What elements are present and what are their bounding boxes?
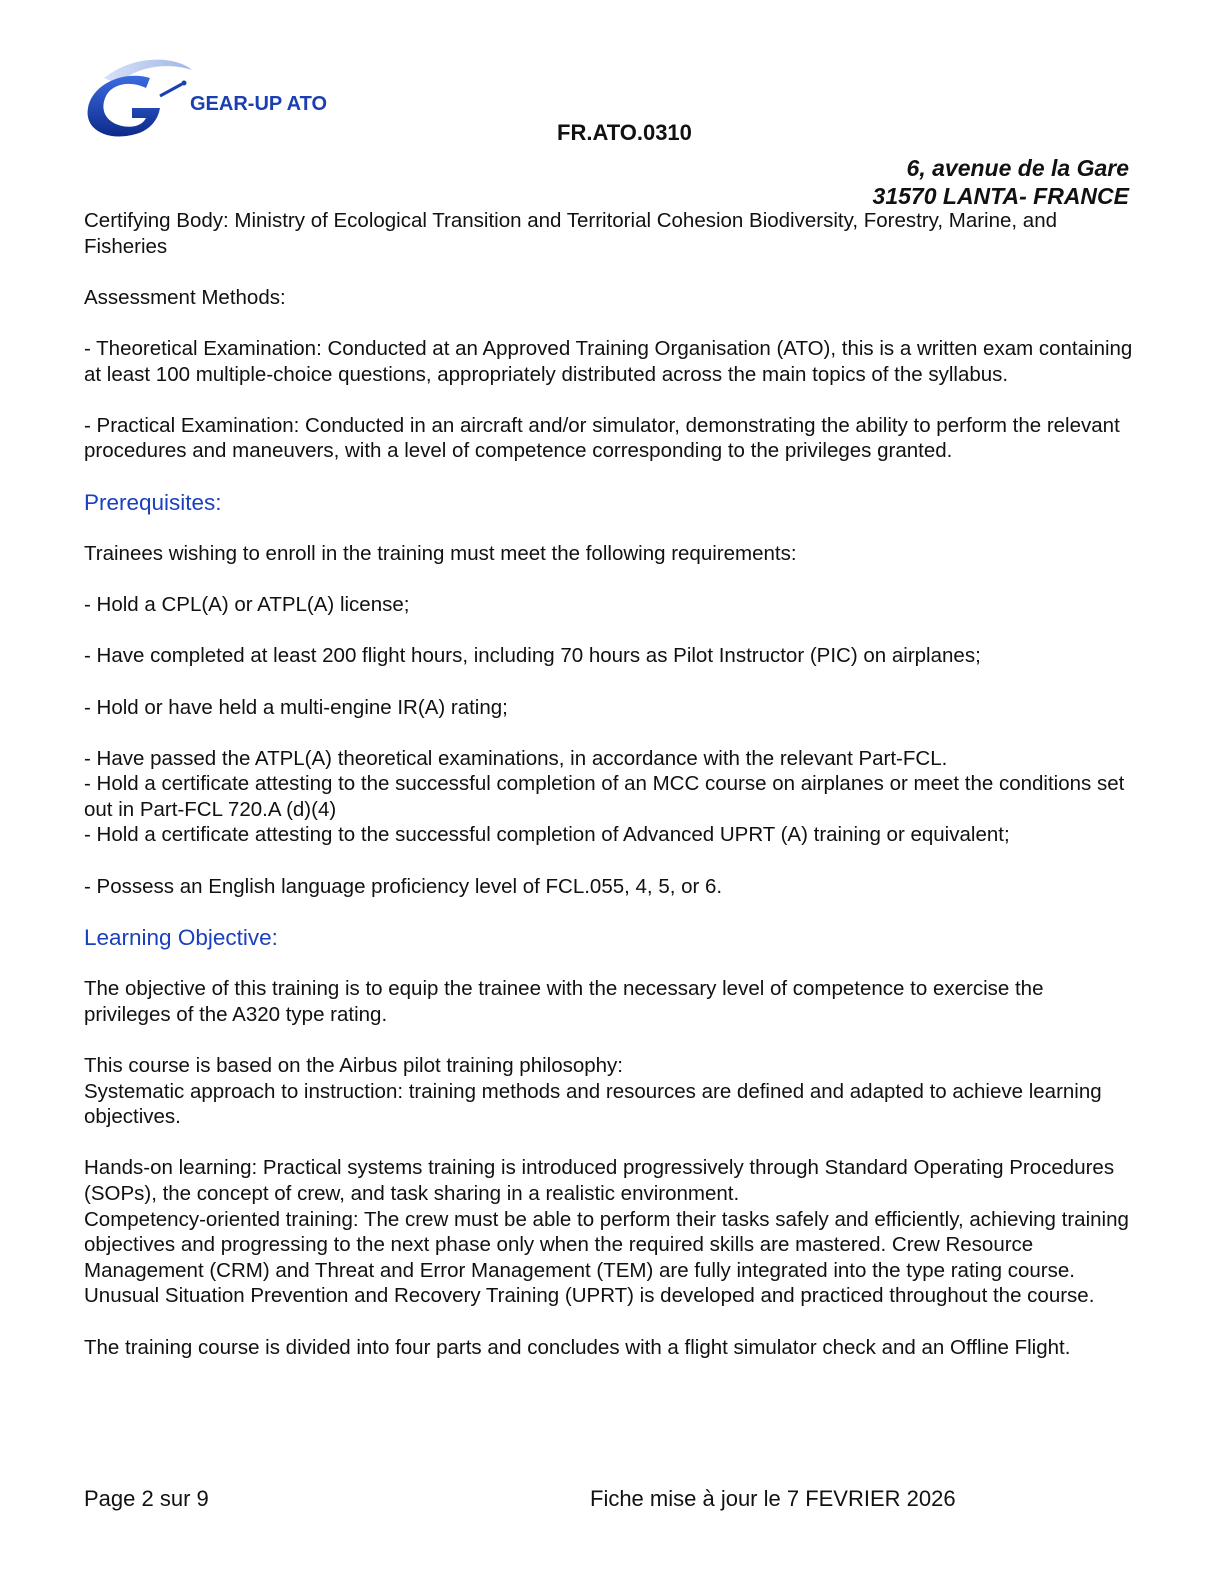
address [873, 154, 1129, 210]
prereq-item: - Have completed at least 200 flight hours, including 70 hours as Pilot Instructor (PIC) on airplanes; [84, 644, 981, 668]
update-date: Fiche mise à jour le 7 FEVRIER 2026 [590, 1486, 956, 1511]
prereq-item: - Hold a certificate attesting to the successful completion of Advanced UPRT (A) training or equivalent; [84, 823, 1010, 847]
prereq-item: - Hold or have held a multi-engine IR(A) rating; [84, 695, 508, 719]
page-number: Page 2 sur 9 [84, 1486, 209, 1511]
learning-paragraph: The training course is divided into four parts and concludes with a flight simulator check and an Offline Flight. [84, 1335, 1071, 1359]
prereq-item: - Hold a CPL(A) or ATPL(A) license; [84, 593, 410, 617]
prerequisites-intro: Trainees wishing to enroll in the training must meet the following requirements: [84, 541, 797, 565]
learning-paragraph: The objective of this training is to equip the trainee with the necessary level of competence to exercise the privileges of the A320 type rating. [84, 977, 1044, 1026]
learning-paragraph: Competency-oriented training: The crew must be able to perform their tasks safely and efficiently, achieving training objectives and progressing to the next phase only when the required skills are mastered. Crew Resource Management (CRM) and Threat and Error Management (TEM) are fully integrated into the type rating course. Unusual Situation Prevention and Recovery Training (UPRT) is developed and practiced throughout the course. [84, 1207, 1129, 1308]
assessment-practical: - Practical Examination: Conducted in an aircraft and/or simulator, demonstrating the ability to perform the relevant procedures and maneuvers, with a level of competence corresponding to the privileges granted. [84, 413, 1120, 463]
logo-g-icon [88, 76, 160, 137]
gear-up-logo [84, 56, 344, 140]
learning-paragraph: This course is based on the Airbus pilot training philosophy: [84, 1054, 624, 1078]
address-line-1: 6, avenue de la Gare [906, 155, 1129, 181]
ato-number: FR.ATO.0310 [557, 120, 692, 145]
learning-paragraph: Systematic approach to instruction: training methods and resources are defined and adapted to achieve learning objectives. [84, 1079, 1102, 1129]
learning-paragraph: Hands-on learning: Practical systems training is introduced progressively through Standard Operating Procedures (SOPs), the concept of crew, and task sharing in a realistic environment. [84, 1156, 1115, 1205]
prereq-item: - Possess an English language proficiency level of FCL.055, 4, 5, or 6. [84, 874, 723, 898]
prereq-item: - Hold a certificate attesting to the successful completion of an MCC course on airplanes or meet the conditions set out in Part-FCL 720.A (d)(4) [84, 772, 1125, 821]
learning-objective-heading: Learning Objective: [84, 925, 278, 951]
logo-text: GEAR-UP ATO [190, 93, 328, 115]
assessment-theoretical: - Theoretical Examination: Conducted at an Approved Training Organisation (ATO), this is a written exam containing at least 100 multiple-choice questions, appropriately distributed across the main topics of the syllabus. [84, 336, 1133, 386]
certifying-body: Certifying Body: Ministry of Ecological Transition and Territorial Cohesion Biodiversity, Forestry, Marine, and Fisheries [84, 209, 1058, 258]
document-body [84, 208, 1134, 1360]
assessment-title: Assessment Methods: [84, 285, 286, 309]
prerequisites-heading: Prerequisites: [84, 489, 222, 515]
prereq-item: - Have passed the ATPL(A) theoretical examinations, in accordance with the relevant Part-FCL. [84, 746, 948, 770]
address-line-2: 31570 LANTA- FRANCE [872, 183, 1129, 209]
